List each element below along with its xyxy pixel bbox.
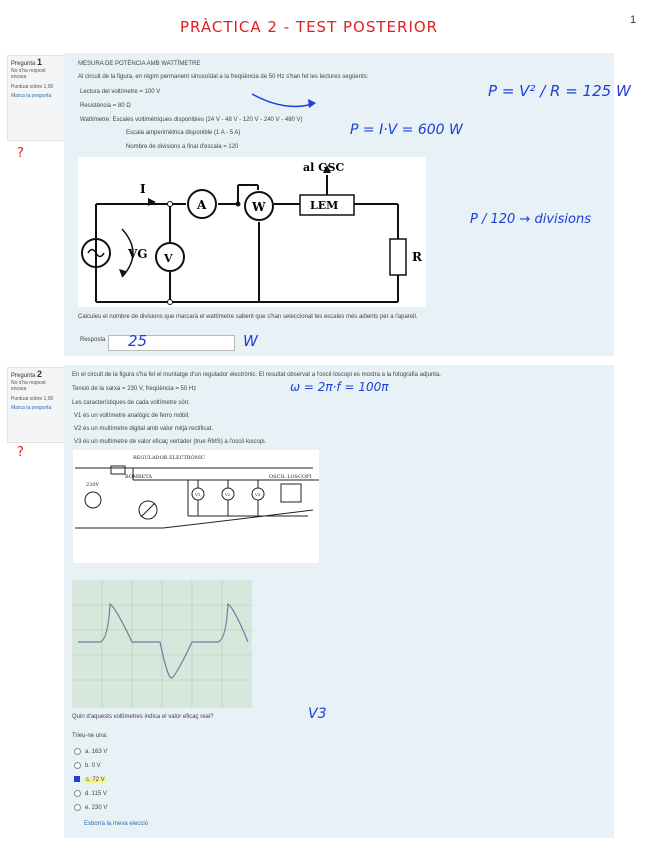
q2-text-intro: En el circuit de la figura s'ha fet el muntatge d'un regulador electrònic. El resultat observat a l'oscil·loscopi es mostra a la fotografia adjunta. bbox=[72, 372, 441, 378]
mains-label: 230V bbox=[86, 482, 100, 488]
question-label: Pregunta bbox=[11, 373, 36, 379]
question-points: Puntuat sobre 1,00 bbox=[11, 395, 54, 402]
radio-d[interactable] bbox=[74, 790, 81, 797]
page-number: 1 bbox=[630, 14, 637, 26]
flag-question-link[interactable]: Marca la pregunta bbox=[11, 405, 52, 411]
handwritten-unit: W bbox=[243, 332, 258, 350]
q1-resistance: Resistència = 80 Ω bbox=[80, 103, 131, 109]
q1-divisions: Nombre de divisions a final d'escala = 120 bbox=[126, 144, 239, 150]
option-d[interactable] bbox=[74, 790, 107, 797]
q1-current-scale: Escala amperimètrica disponible (1 A - 5 A) bbox=[126, 130, 241, 136]
answer-label: Resposta bbox=[80, 337, 106, 343]
v1-label: V1 bbox=[195, 492, 201, 497]
question-mark-2: ? bbox=[17, 445, 24, 460]
q2-v1: V1 és un voltímetre analògic de ferro mòbil. bbox=[74, 413, 190, 419]
q2-v3: V3 és un multímetre de valor eficaç vertader (true RMS) a l'oscil·loscopi. bbox=[74, 439, 267, 445]
option-e[interactable] bbox=[74, 804, 107, 811]
q2-v2: V2 és un multímetre digital amb valor mitjà rectificat. bbox=[74, 426, 214, 432]
v2-label: V2 bbox=[225, 492, 231, 497]
q2-question-text: Quin d'aquests voltímetres indica el valor eficaç real? bbox=[72, 714, 214, 720]
q1-voltmeter-reading: Lectura del voltímetre = 100 V bbox=[80, 89, 161, 95]
page-title: PRÀCTICA 2 - TEST POSTERIOR bbox=[180, 18, 439, 36]
question-mark-1: ? bbox=[17, 146, 24, 161]
option-a[interactable] bbox=[74, 748, 107, 755]
circuit-diagram bbox=[78, 157, 426, 307]
resistor-label: R bbox=[412, 250, 422, 264]
gsc-label: al GSC bbox=[303, 161, 345, 174]
flag-question-link[interactable]: Marca la pregunta bbox=[11, 93, 52, 99]
q2-voltmeters-intro: Les característiques de cada voltímetre són: bbox=[72, 400, 190, 406]
q1-text-intro: Al circuit de la figura, en règim permanent sinusoïdal a la freqüència de 50 Hz s'han fet les lectures següents: bbox=[78, 74, 369, 80]
question-2-card bbox=[64, 365, 614, 838]
question-status: No s'ha respost encara bbox=[11, 379, 46, 392]
radio-a[interactable] bbox=[74, 748, 81, 755]
option-c-label: c. 72 V bbox=[86, 776, 105, 783]
handwritten-arrow bbox=[250, 88, 320, 114]
clear-choice-link[interactable]: Esborra la meva elecció bbox=[84, 821, 149, 827]
handwritten-formula: P = V² / R = 125 W bbox=[488, 82, 631, 100]
question-2-info bbox=[7, 367, 65, 443]
handwritten-omega: ω = 2π·f = 100π bbox=[290, 380, 389, 394]
option-e-label: e. 230 V bbox=[85, 805, 108, 812]
q1-question-text: Calculeu el nombre de divisions que marcarà el wattímetre sabent que s'han seleccionat les escales més adients per a l'aparell. bbox=[78, 314, 418, 320]
wattmeter-label: W bbox=[252, 200, 266, 214]
choose-label: Trieu-ne una: bbox=[72, 733, 108, 739]
handwritten-answer: 25 bbox=[128, 332, 148, 350]
regulator-label: REGULADOR ELECTRÒNIC bbox=[133, 455, 205, 461]
v3-label: V3 bbox=[255, 492, 261, 497]
option-c[interactable] bbox=[74, 776, 107, 783]
option-d-label: d. 115 V bbox=[85, 791, 107, 798]
oscilloscope-photo bbox=[72, 580, 252, 708]
source-label: VG bbox=[128, 247, 148, 261]
q1-wattmeter-scales: Wattímetre: Escales voltimètriques disponibles (24 V - 48 V - 120 V - 240 V - 480 V) bbox=[80, 117, 303, 123]
regulator-schematic bbox=[73, 450, 319, 563]
question-number: 1 bbox=[37, 57, 43, 67]
current-label: I bbox=[140, 182, 146, 196]
voltmeter-label: V bbox=[164, 252, 173, 265]
question-label: Pregunta bbox=[11, 61, 36, 67]
handwritten-v3: V3 bbox=[308, 706, 327, 722]
question-points: Puntuat sobre 1,00 bbox=[11, 83, 54, 90]
option-a-label: a. 163 V bbox=[85, 749, 108, 756]
ammeter-label: A bbox=[197, 198, 207, 212]
bulb-label: BOMBETA bbox=[125, 474, 152, 480]
radio-e[interactable] bbox=[74, 804, 81, 811]
q1-heading: MESURA DE POTÈNCIA AMB WATTÍMETRE bbox=[78, 61, 201, 67]
option-b-label: b. 0 V bbox=[85, 763, 101, 770]
question-1-info bbox=[7, 55, 65, 141]
radio-b[interactable] bbox=[74, 762, 81, 769]
option-b[interactable] bbox=[74, 762, 101, 769]
radio-c-selected[interactable] bbox=[74, 776, 80, 782]
oscilloscope-label: OSCIL·LOSCOPI bbox=[269, 474, 312, 480]
lem-label: LEM bbox=[310, 199, 339, 212]
handwritten-divisions: P / 120 → divisions bbox=[470, 212, 591, 227]
handwritten-formula-2: P = I·V = 600 W bbox=[350, 122, 463, 138]
question-number: 2 bbox=[37, 369, 43, 379]
question-status: No s'ha respost encara bbox=[11, 67, 46, 80]
q2-mains: Tensió de la xarxa = 230 V, freqüència = 50 Hz bbox=[72, 386, 197, 392]
